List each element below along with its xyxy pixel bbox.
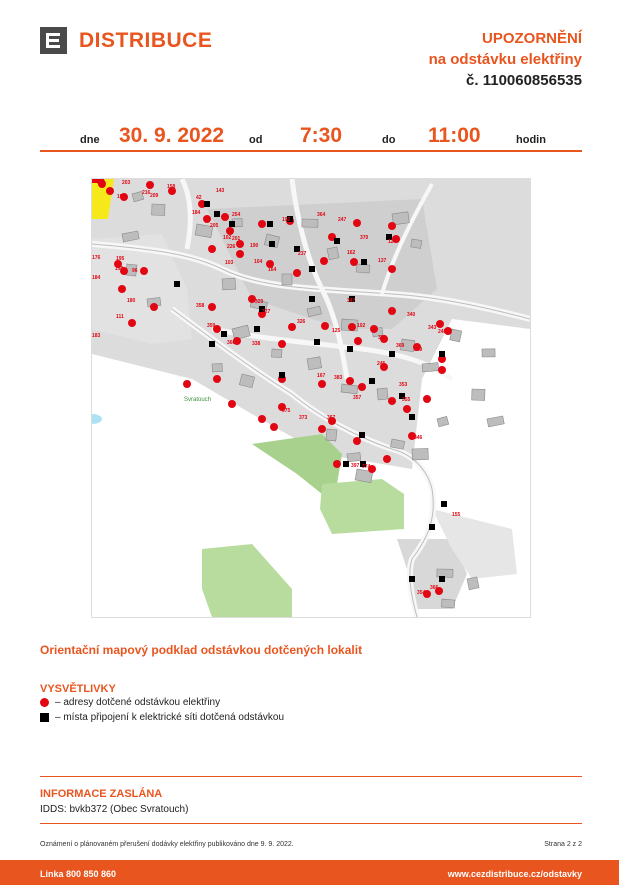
connection-point-marker [314, 339, 320, 345]
house-number-label: 226 [227, 244, 236, 250]
house-number-label: 209 [150, 193, 159, 199]
affected-address-marker [354, 337, 362, 345]
notice-header [429, 28, 582, 91]
affected-address-marker [346, 377, 354, 385]
house-number-label: 96 [132, 268, 138, 274]
legend-row-connections [40, 712, 284, 723]
house-number-label: 366 [227, 340, 236, 346]
affected-address-marker [118, 285, 126, 293]
affected-address-marker [370, 325, 378, 333]
house-number-label: 369 [396, 343, 405, 349]
connection-point-marker [409, 576, 415, 582]
house-number-label: 104 [254, 259, 263, 265]
house-number-label: 358 [196, 303, 205, 309]
affected-address-marker [106, 187, 114, 195]
house-number-label: 367 [327, 415, 336, 421]
affected-address-marker [438, 366, 446, 374]
building [307, 357, 322, 370]
building [377, 388, 388, 400]
connection-point-marker [279, 372, 285, 378]
date-label: dne [80, 134, 100, 146]
house-number-label: 183 [92, 333, 101, 339]
building [422, 363, 439, 372]
from-label: od [249, 134, 263, 146]
house-number-label: 254 [232, 212, 241, 218]
building [222, 278, 236, 290]
divider [40, 823, 582, 824]
house-number-label: 140 [97, 180, 106, 186]
building [412, 448, 428, 460]
affected-address-marker [388, 307, 396, 315]
affected-address-marker [320, 257, 328, 265]
outage-map [91, 178, 531, 618]
house-number-label: 326 [297, 319, 306, 325]
building [326, 429, 337, 441]
black-square-icon [40, 713, 49, 722]
house-number-label: 42 [196, 195, 202, 201]
affected-address-marker [183, 380, 191, 388]
connection-point-marker [174, 281, 180, 287]
connection-point-marker [209, 341, 215, 347]
house-number-label: 103 [225, 260, 234, 266]
affected-address-marker [203, 215, 211, 223]
page-number: Strana 2 z 2 [544, 841, 582, 848]
affected-address-marker [318, 380, 326, 388]
affected-address-marker [321, 322, 329, 330]
connection-point-marker [221, 331, 227, 337]
house-number-label: 245 [377, 361, 386, 367]
connection-point-marker [429, 524, 435, 530]
house-number-label: 216 [142, 190, 151, 196]
cez-distribuce-logo [40, 27, 212, 54]
logo-icon [40, 27, 67, 54]
affected-address-marker [270, 423, 278, 431]
house-number-label: 167 [317, 373, 326, 379]
connection-point-marker [309, 266, 315, 272]
house-number-label: 324 [378, 335, 387, 341]
affected-address-marker [146, 181, 154, 189]
connection-point-marker [441, 501, 447, 507]
house-number-label: 184 [92, 275, 101, 281]
house-number-label: 102 [357, 323, 366, 329]
affected-address-marker [293, 269, 301, 277]
connection-point-marker [343, 461, 349, 467]
hotline: Linka 800 850 860 [40, 869, 117, 879]
house-number-label: 375 [282, 408, 291, 414]
affected-address-marker [318, 425, 326, 433]
building [282, 274, 292, 285]
house-number-label: 12 [388, 239, 394, 245]
connection-point-marker [214, 211, 220, 217]
affected-address-marker [348, 323, 356, 331]
house-number-label: 180 [127, 298, 136, 304]
building [272, 349, 282, 358]
affected-address-marker [258, 415, 266, 423]
notice-title: UPOZORNĚNÍ [481, 30, 582, 47]
house-number-label: 137 [378, 258, 387, 264]
date-value: 30. 9. 2022 [119, 124, 225, 147]
affected-address-marker [208, 245, 216, 253]
affected-address-marker [423, 395, 431, 403]
house-number-label: 192 [282, 217, 291, 223]
footer-bar [0, 860, 619, 885]
hours-label: hodin [516, 134, 546, 146]
building [411, 239, 422, 248]
house-number-label: 247 [338, 217, 347, 223]
house-number-label: 374 [362, 464, 371, 470]
brand-name: DISTRIBUCE [79, 28, 213, 52]
house-number-label: 373 [299, 415, 308, 421]
from-value: 7:30 [300, 124, 343, 147]
house-number-label: 201 [232, 236, 241, 242]
house-number-label: 176 [92, 255, 101, 261]
building [441, 599, 455, 608]
house-number-label: 203 [122, 180, 131, 186]
building [467, 577, 479, 590]
connection-point-marker [439, 576, 445, 582]
affected-address-marker [353, 437, 361, 445]
building [347, 452, 361, 462]
house-number-label: 353 [399, 382, 408, 388]
legend-row-addresses [40, 697, 220, 708]
house-number-label: 329 [255, 299, 264, 305]
connection-point-marker [389, 351, 395, 357]
house-number-label: 248 [438, 329, 447, 335]
affected-address-marker [358, 383, 366, 391]
red-dot-icon [40, 698, 49, 707]
building [356, 264, 370, 273]
place-label: Svratouch [184, 397, 212, 403]
house-number-label: 346 [414, 435, 423, 441]
connection-point-marker [359, 432, 365, 438]
map-svg [92, 179, 530, 617]
house-number-label: 125 [332, 328, 341, 334]
affected-address-marker [140, 267, 148, 275]
affected-address-marker [436, 320, 444, 328]
footer-url[interactable]: www.cezdistribuce.cz/odstavky [447, 869, 582, 879]
affected-address-marker [221, 213, 229, 221]
map-caption: Orientační mapový podklad odstávkou dotčených lokalit [40, 643, 363, 657]
house-number-label: 205 [210, 223, 219, 229]
house-number-label: 359 [207, 323, 216, 329]
schedule-bar [40, 120, 582, 152]
house-number-label: 155 [452, 512, 461, 518]
affected-address-marker [288, 323, 296, 331]
house-number-label: 327 [262, 309, 271, 315]
house-number-label: 339 [414, 347, 423, 353]
notice-number: č. 110060856535 [466, 72, 582, 89]
building [327, 247, 339, 260]
affected-address-marker [208, 303, 216, 311]
connection-point-marker [369, 378, 375, 384]
house-number-label: 102 [223, 235, 232, 241]
affected-address-marker [403, 405, 411, 413]
house-number-label: 364 [317, 212, 326, 218]
house-number-label: 383 [334, 375, 343, 381]
building [392, 212, 409, 225]
info-text: IDDS: bvkb372 (Obec Svratouch) [40, 804, 189, 815]
to-label: do [382, 134, 396, 146]
house-number-label: 366 [430, 585, 439, 591]
house-number-label: 370 [360, 235, 369, 241]
house-number-label: 162 [347, 250, 356, 256]
building [302, 219, 318, 227]
house-number-label: 195 [116, 256, 125, 262]
house-number-label: 111 [116, 314, 124, 320]
affected-address-marker [350, 258, 358, 266]
publication-note: Oznámení o plánovaném přerušení dodávky elektřiny publikováno dne 9. 9. 2022. [40, 841, 294, 848]
connection-point-marker [309, 296, 315, 302]
connection-point-marker [334, 238, 340, 244]
affected-address-marker [388, 265, 396, 273]
affected-address-marker [213, 375, 221, 383]
house-number-label: 340 [407, 312, 416, 318]
connection-point-marker [361, 259, 367, 265]
notice-subtitle: na odstávku elektřiny [428, 51, 582, 68]
house-number-label: 164 [268, 267, 277, 273]
house-number-label: 357 [353, 395, 362, 401]
affected-address-marker [278, 340, 286, 348]
connection-point-marker [204, 201, 210, 207]
affected-address-marker [228, 400, 236, 408]
connection-point-marker [267, 221, 273, 227]
house-number-label: 157 [117, 194, 126, 200]
affected-address-marker [150, 303, 158, 311]
affected-address-marker [258, 220, 266, 228]
building [341, 384, 358, 394]
house-number-label: 198 [115, 266, 124, 272]
house-number-label: 237 [298, 251, 307, 257]
affected-address-marker [388, 222, 396, 230]
house-number-label: 190 [250, 243, 259, 249]
affected-address-marker [236, 250, 244, 258]
affected-address-marker [128, 319, 136, 327]
connection-point-marker [269, 241, 275, 247]
house-number-label: 184 [192, 210, 201, 216]
building [152, 204, 165, 215]
connection-point-marker [439, 351, 445, 357]
divider [40, 776, 582, 777]
legend-black-label: – místa připojení k elektrické síti dotčená odstávkou [55, 712, 285, 723]
connection-point-marker [409, 414, 415, 420]
legend-title: VYSVĚTLIVKY [40, 683, 116, 695]
connection-point-marker [229, 221, 235, 227]
connection-point-marker [347, 346, 353, 352]
info-title: INFORMACE ZASLÁNA [40, 788, 163, 800]
affected-address-marker [333, 460, 341, 468]
affected-address-marker [388, 397, 396, 405]
legend-red-label: – adresy dotčené odstávkou elektřiny [55, 697, 221, 708]
house-number-label: 158 [167, 184, 176, 190]
building [472, 389, 485, 400]
house-number-label: 355 [402, 397, 411, 403]
house-number-label: 354 [417, 590, 426, 596]
to-value: 11:00 [428, 124, 481, 147]
affected-address-marker [353, 219, 361, 227]
affected-address-marker [383, 455, 391, 463]
affected-address-marker [226, 227, 234, 235]
house-number-label: 143 [216, 188, 225, 194]
house-number-label: 338 [252, 341, 261, 347]
house-number-label: 343 [428, 325, 437, 331]
building [482, 349, 495, 357]
building [212, 363, 222, 372]
connection-point-marker [254, 326, 260, 332]
house-number-label: 397 [351, 463, 360, 469]
house-number-label: 347 [347, 298, 356, 304]
